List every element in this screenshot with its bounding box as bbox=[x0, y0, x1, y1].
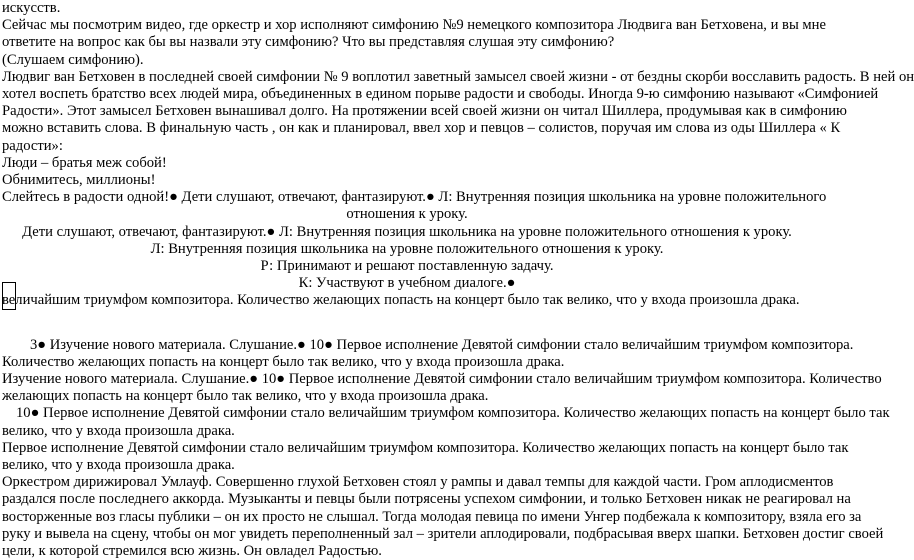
text-line: цели, к которой стремился всю жизнь. Он овладел Радостью. bbox=[2, 543, 382, 560]
text-line: Первое исполнение Девятой симфонии стало величайшим триумфом композитора. Количество желающих попасть на концерт было так bbox=[2, 439, 849, 456]
text-line: восторженные воз гласы публики – он их просто не слышал. Тогда молодая певица по имени Унгер подбежала к композитору, взяла его за bbox=[2, 508, 862, 525]
text-line: Оркестром дирижировал Умлауф. Совершенно глухой Бетховен стоял у рампы и давал темпы для каждой части. Гром аплодисментов bbox=[2, 474, 834, 491]
poem-line: Обнимитесь, миллионы! bbox=[2, 172, 156, 189]
text-line: Количество желающих попасть на концерт было так велико, что у входа произошла драка. bbox=[2, 353, 565, 370]
empty-table-cell bbox=[2, 282, 16, 310]
text-line: можно вставить слова. В финальную часть , он как и планировал, ввел хор и певцов – солистов, поручая им слова из оды Шиллера « К bbox=[2, 120, 841, 137]
text-line: велико, что у входа произошла драка. bbox=[2, 457, 235, 474]
centered-line: Дети слушают, отвечают, фантазируют.● Л: Внутренняя позиция школьника на уровне положительного отношения к уроку. bbox=[22, 223, 792, 240]
text-line: раздался после последнего аккорда. Музыканты и певцы были потрясены успехом симфонии, и только Бетховен никак не реагировал на bbox=[2, 491, 851, 508]
centered-line: отношения к уроку. bbox=[346, 206, 468, 223]
centered-line: Л: Внутренняя позиция школьника на уровне положительного отношения к уроку. bbox=[150, 240, 664, 257]
text-line: ответите на вопрос как бы вы назвали эту симфонию? Что вы представляя слушая эту симфонию? bbox=[2, 34, 615, 51]
text-line: радости»: bbox=[2, 137, 63, 154]
text-line: хотел воспеть братство всех людей мира, объединенных в едином порыве радости и свободы. Иногда 9-ю симфонию называют «Симфонией bbox=[2, 86, 879, 103]
text-line: величайшим триумфом композитора. Количество желающих попасть на концерт было так велико, что у входа произошла драка. bbox=[2, 292, 800, 309]
text-line: желающих попасть на концерт было так велико, что у входа произошла драка. bbox=[2, 388, 489, 405]
poem-line: Люди – братья меж собой! bbox=[2, 154, 167, 171]
text-line: велико, что у входа произошла драка. bbox=[2, 422, 235, 439]
lesson-stage-line: 3● Изучение нового материала. Слушание.● 10● Первое исполнение Девятой симфонии стало величайшим триумфом композитора. bbox=[30, 336, 854, 353]
text-line: Сейчас мы посмотрим видео, где оркестр и хор исполняют симфонию №9 немецкого композитора Людвига ван Бетховена, и вы мне bbox=[2, 17, 826, 34]
text-line: Радости». Этот замысел Бетховен вынашивал долго. На протяжении всей своей жизни он читал Шиллера, продумывая как в симфонию bbox=[2, 103, 847, 120]
text-line: руку и вывела на сцену, чтобы он мог увидеть переполненный зал – зрители аплодировали, подбрасывая вверх шапки. Бетховен достиг своей bbox=[2, 525, 884, 542]
centered-line: Р: Принимают и решают поставленную задачу. bbox=[260, 258, 554, 275]
text-line: Людвиг ван Бетховен в последней своей симфонии № 9 воплотил заветный замысел своей жизни - от бездны скорби восславить радость. В ней он bbox=[2, 68, 914, 85]
text-line: (Слушаем симфонию). bbox=[2, 51, 144, 68]
text-line: 10● Первое исполнение Девятой симфонии стало величайшим триумфом композитора. Количество желающих попасть на концерт было так bbox=[16, 405, 890, 422]
text-line: Изучение нового материала. Слушание.● 10● Первое исполнение Девятой симфонии стало величайшим триумфом композитора. Количество bbox=[2, 371, 882, 388]
poem-line: Слейтесь в радости одной!● Дети слушают, отвечают, фантазируют.● Л: Внутренняя позиция школьника на уровне положительного bbox=[2, 189, 827, 206]
centered-line: К: Участвуют в учебном диалоге.● bbox=[298, 275, 516, 292]
text-line: искусств. bbox=[2, 0, 61, 16]
